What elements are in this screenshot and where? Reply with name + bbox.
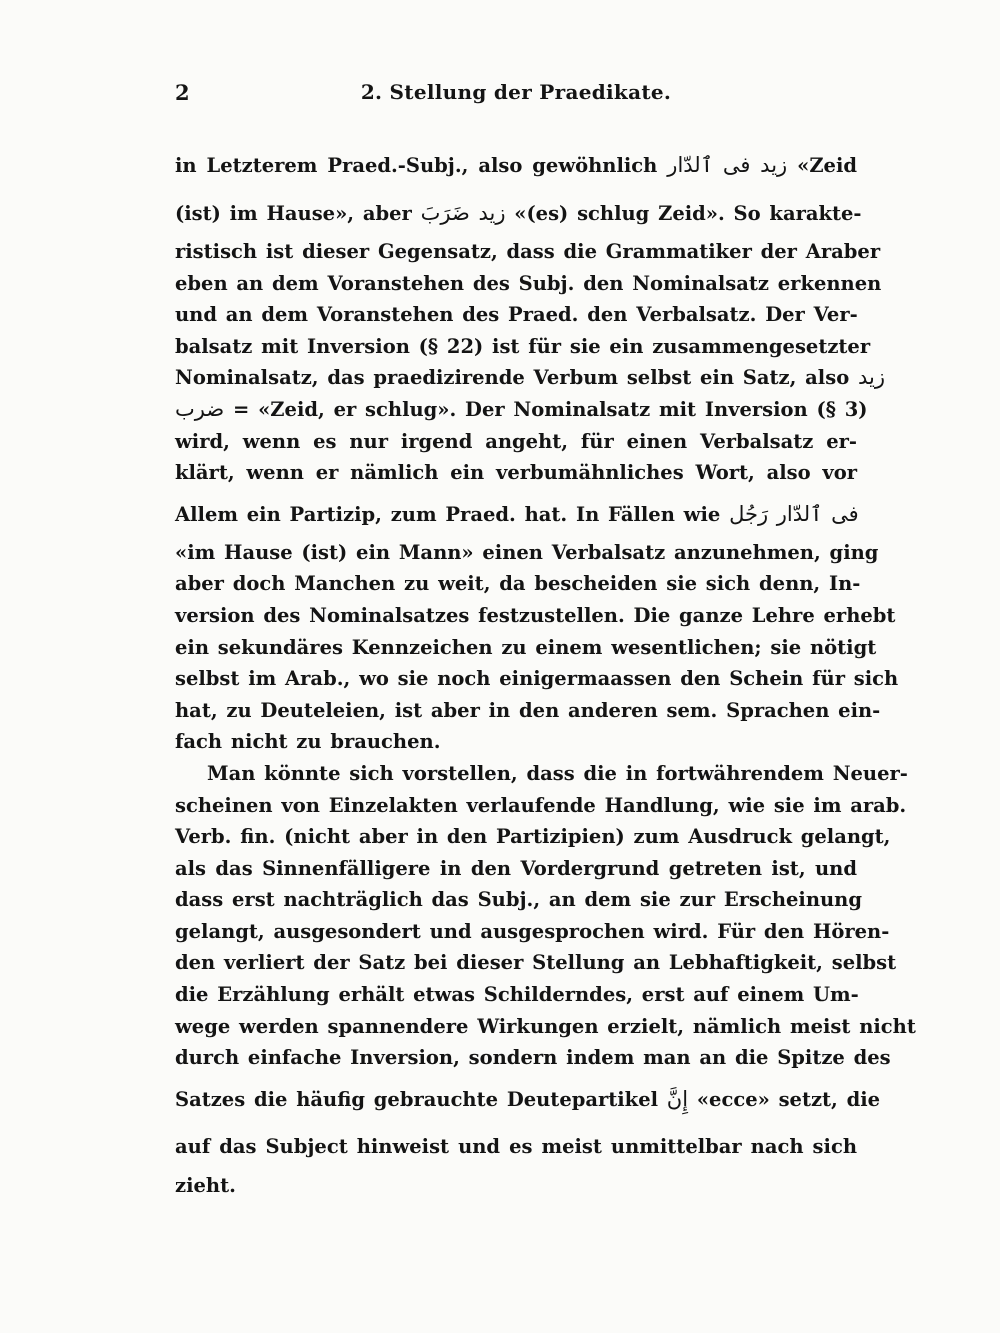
text-line: ضرب = «Zeid, er schlug». Der Nominalsatz mit Inversion (§ 3) xyxy=(175,396,868,421)
text-line: version des Nominalsatzes festzustellen. Die ganze Lehre erhebt xyxy=(175,603,896,627)
arabic-phrase: زيد ضَرَبَ xyxy=(420,201,506,225)
text-line: (ist) im Hause», aber زيد ضَرَبَ «(es) schlug Zeid». So karakte- xyxy=(175,201,862,225)
text-line: hat, zu Deuteleien, ist aber in den anderen sem. Sprachen ein- xyxy=(175,698,881,722)
text-line: ristisch ist dieser Gegensatz, dass die Grammatiker der Araber xyxy=(175,240,881,263)
text-line: dass erst nachträglich das Subj., an dem sie zur Erscheinung xyxy=(175,888,862,912)
text-line: als das Sinnenfälligere in den Vordergrund getreten ist, und xyxy=(175,856,857,880)
text-line: den verliert der Satz bei dieser Stellung an Lebhaftigkeit, selbst xyxy=(175,951,897,975)
text-line: und an dem Voranstehen des Praed. den Verbalsatz. Der Ver- xyxy=(175,303,858,327)
text-line: in Letzterem Praed.-Subj., also gewöhnlich زيد فى ٱلدّار «Zeid xyxy=(175,153,858,177)
text-line: Man könnte sich vorstellen, dass die in fortwährendem Neuer- xyxy=(207,761,908,785)
text-line: die Erzählung erhält etwas Schilderndes, erst auf einem Um- xyxy=(175,983,859,1007)
page-header xyxy=(175,80,857,112)
arabic-phrase: زيد فى ٱلدّار xyxy=(667,153,788,177)
text-line: scheinen von Einzelakten verlaufende Handlung, wie sie im arab. xyxy=(175,793,907,817)
text-line: fach nicht zu brauchen. xyxy=(175,730,441,754)
text-line: wege werden spannendere Wirkungen erzielt, nämlich meist nicht xyxy=(175,1014,916,1038)
page-number: 2 xyxy=(175,80,190,105)
text-line: Verb. fin. (nicht aber in den Partizipien) zum Ausdruck gelangt, xyxy=(175,825,891,849)
arabic-phrase: فى ٱلدّار رَجُل xyxy=(729,501,859,526)
arabic-phrase: زيد xyxy=(858,365,886,390)
arabic-phrase: ضرب xyxy=(175,396,225,421)
text-line: klärt, wenn er nämlich ein verbumähnliches Wort, also vor xyxy=(175,461,857,485)
text-line: selbst im Arab., wo sie noch einigermaassen den Schein für sich xyxy=(175,667,899,691)
text-line: aber doch Manchen zu weit, da bescheiden sie sich denn, In- xyxy=(175,572,861,596)
text-line: eben an dem Voranstehen des Subj. den Nominalsatz erkennen xyxy=(175,271,882,295)
text-line: Nominalsatz, das praedizirende Verbum selbst ein Satz, also زيد xyxy=(175,365,886,390)
text-line: «im Hause (ist) ein Mann» einen Verbalsatz anzunehmen, ging xyxy=(175,540,879,564)
arabic-phrase: إِنَّ xyxy=(666,1086,689,1111)
text-line: Satzes die häufig gebrauchte Deutepartikel إِنَّ «ecce» setzt, die xyxy=(175,1086,881,1111)
text-line: durch einfache Inversion, sondern indem man an die Spitze des xyxy=(175,1046,891,1070)
text-line: ein sekundäres Kennzeichen zu einem wesentlichen; sie nötigt xyxy=(175,635,877,659)
text-line: wird, wenn es nur irgend angeht, für einen Verbalsatz er- xyxy=(175,429,857,453)
text-line: balsatz mit Inversion (§ 22) ist für sie ein zusammengesetzter xyxy=(175,334,871,358)
text-line: gelangt, ausgesondert und ausgesprochen wird. Für den Hören- xyxy=(175,919,890,943)
body-text xyxy=(175,140,916,1201)
running-title: 2. Stellung der Praedikate. xyxy=(360,80,672,104)
text-line: zieht. xyxy=(175,1173,236,1197)
text-line: auf das Subject hinweist und es meist unmittelbar nach sich xyxy=(175,1134,857,1158)
text-line: Allem ein Partizip, zum Praed. hat. In Fällen wie فى ٱلدّار رَجُل xyxy=(175,501,859,526)
